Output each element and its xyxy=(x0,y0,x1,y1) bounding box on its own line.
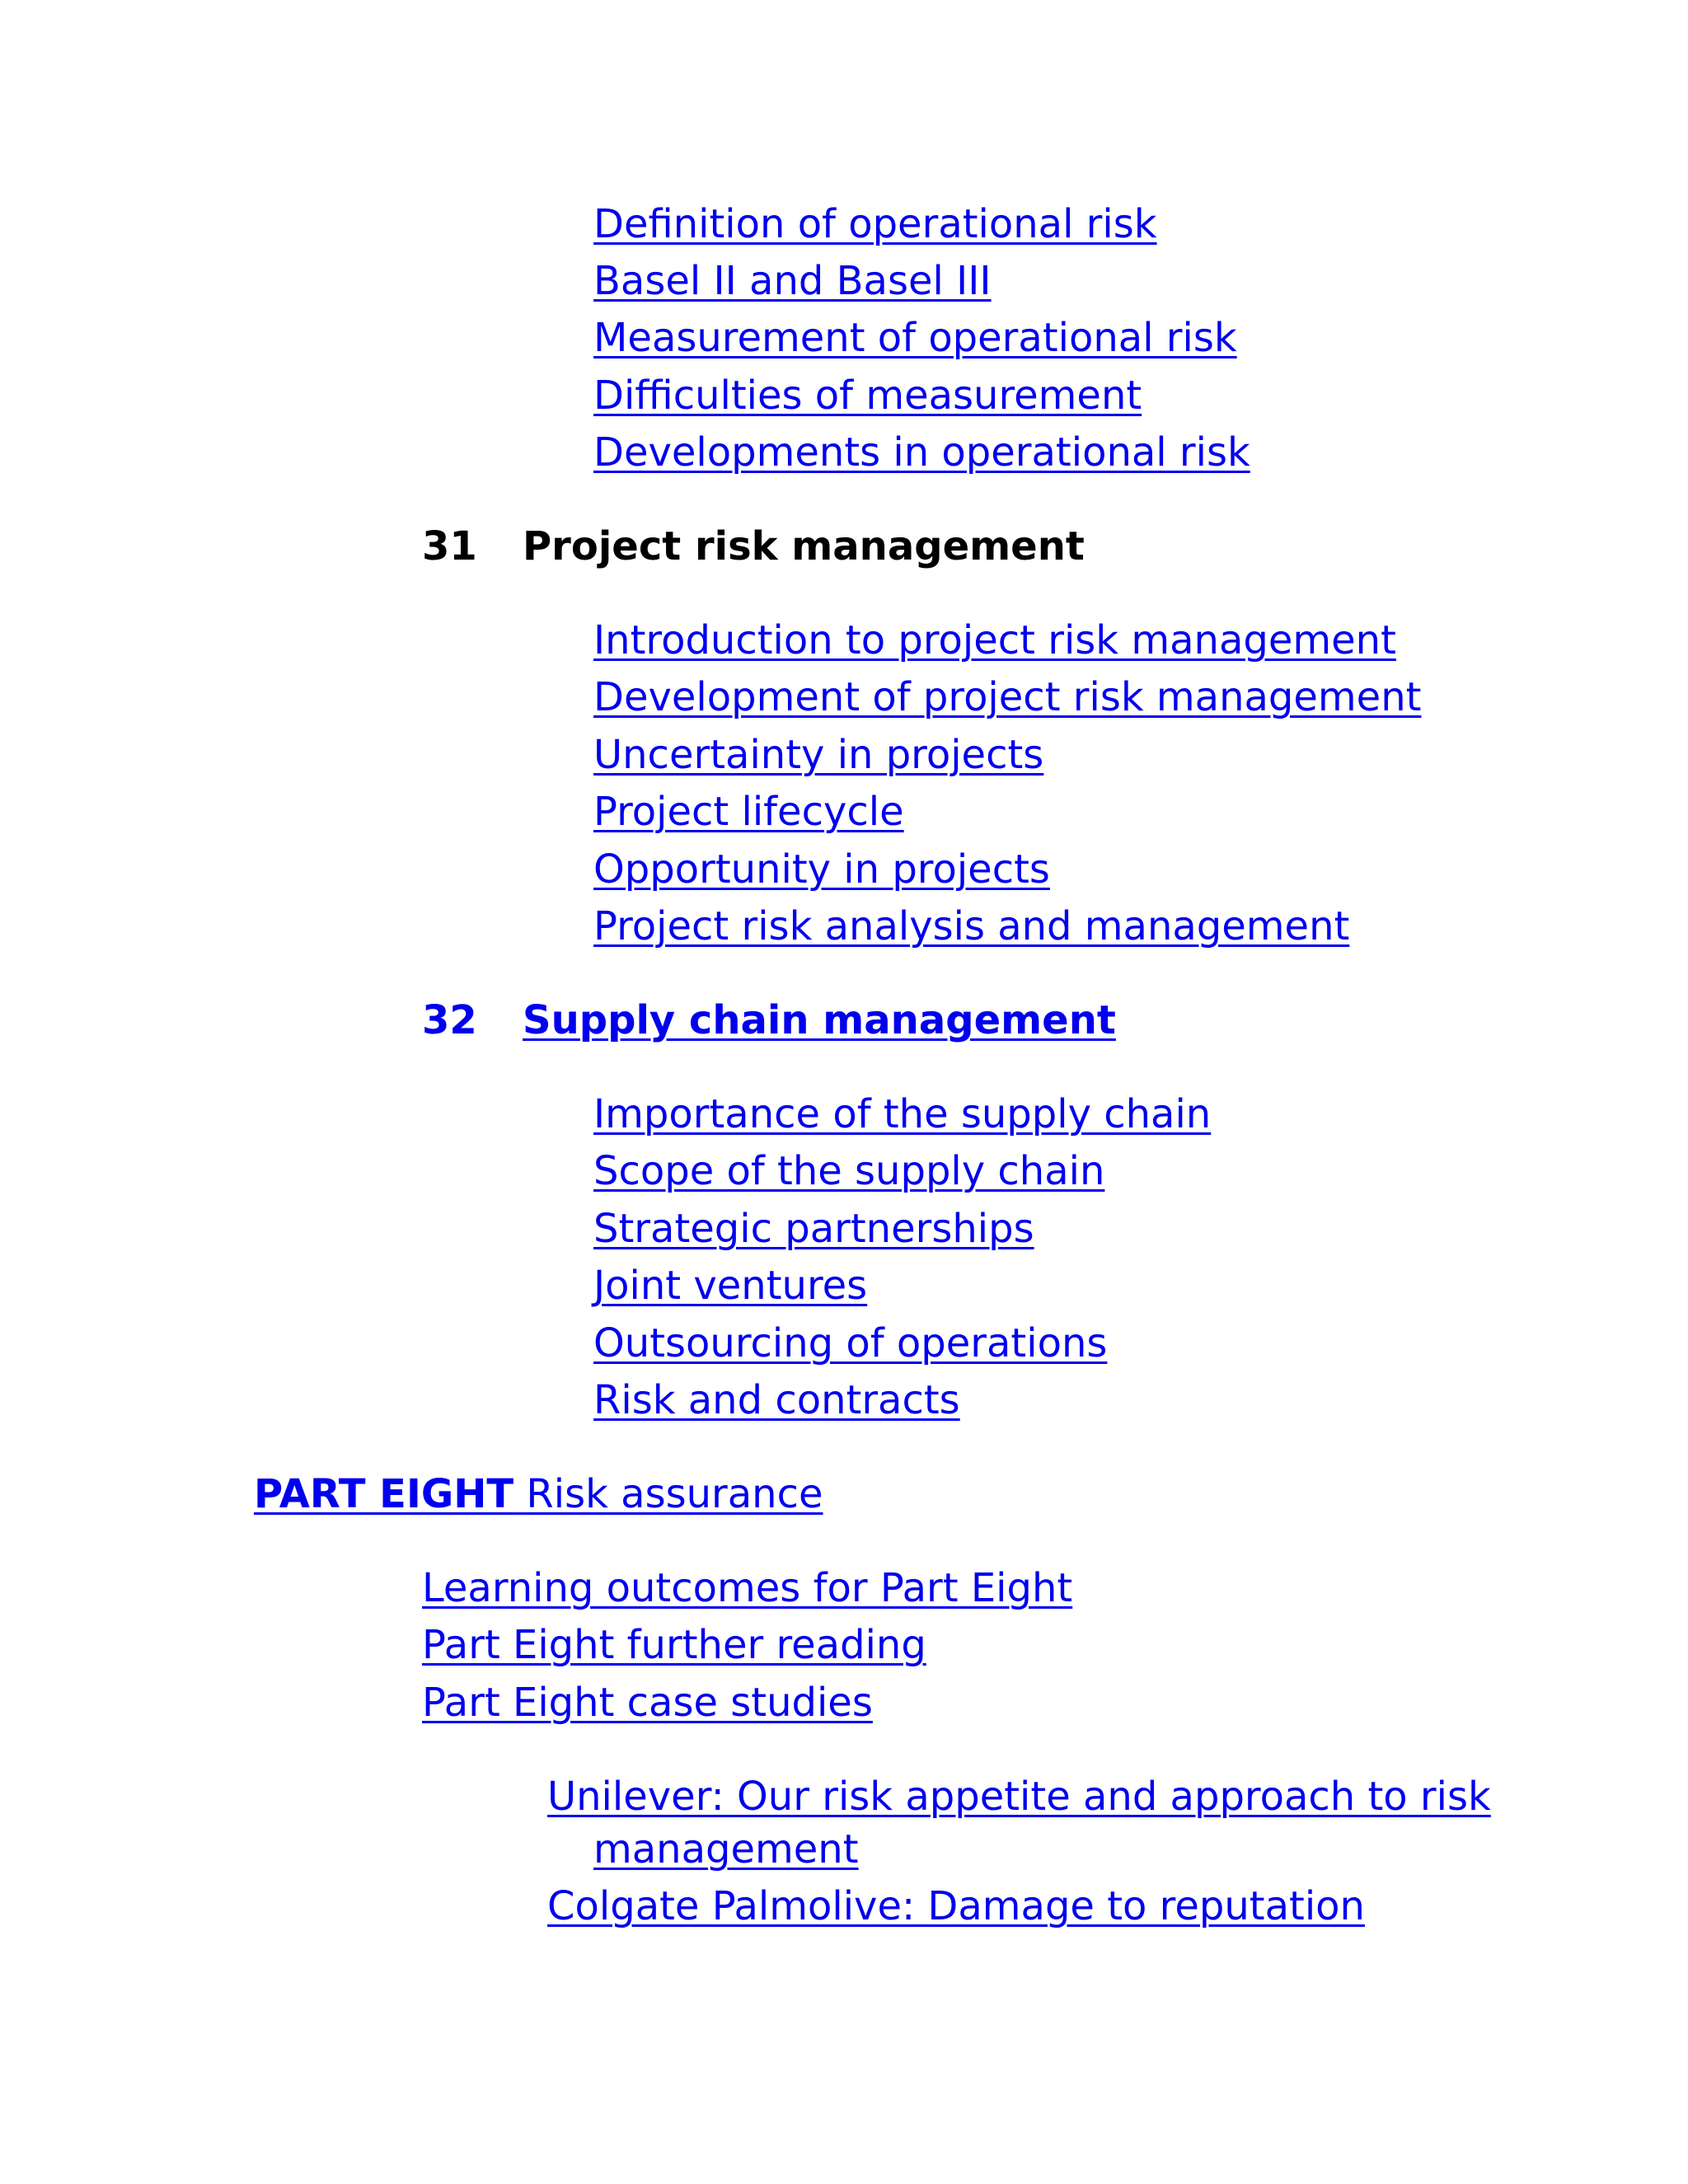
toc-link[interactable]: Introduction to project risk management xyxy=(593,617,1396,663)
toc-entry[interactable] xyxy=(593,616,1396,665)
part-title: Risk assurance xyxy=(526,1471,823,1517)
case-study-link[interactable]: management xyxy=(593,1826,859,1872)
toc-link[interactable]: Learning outcomes for Part Eight xyxy=(422,1565,1073,1611)
chapter-title: Project risk management xyxy=(523,523,1085,569)
chapter-heading-31 xyxy=(422,522,1085,571)
case-study-entry[interactable] xyxy=(547,1772,1491,1821)
toc-link[interactable]: Outsourcing of operations xyxy=(593,1320,1108,1366)
toc-entry[interactable] xyxy=(593,428,1250,477)
toc-entry[interactable] xyxy=(593,1376,960,1425)
toc-entry[interactable] xyxy=(593,730,1043,780)
toc-entry[interactable] xyxy=(593,902,1349,951)
toc-link[interactable]: Risk and contracts xyxy=(593,1377,960,1423)
toc-link[interactable]: Importance of the supply chain xyxy=(593,1091,1212,1137)
toc-link[interactable]: Measurement of operational risk xyxy=(593,315,1237,361)
toc-entry[interactable] xyxy=(593,371,1142,420)
part-link[interactable] xyxy=(254,1471,823,1517)
chapter-link-32[interactable] xyxy=(422,997,1116,1043)
chapter-heading-32[interactable] xyxy=(422,996,1116,1045)
toc-link[interactable]: Project risk analysis and management xyxy=(593,903,1350,949)
toc-entry[interactable] xyxy=(422,1678,873,1727)
toc-link[interactable]: Part Eight case studies xyxy=(422,1680,873,1726)
toc-entry[interactable] xyxy=(593,845,1050,894)
case-study-entry[interactable] xyxy=(547,1882,1365,1931)
toc-link[interactable]: Strategic partnerships xyxy=(593,1206,1034,1252)
part-heading[interactable] xyxy=(254,1469,823,1519)
case-study-link[interactable]: Unilever: Our risk appetite and approach to risk xyxy=(547,1774,1491,1820)
chapter-number: 31 xyxy=(422,523,477,569)
toc-link[interactable]: Basel II and Basel III xyxy=(593,258,992,304)
toc-entry[interactable] xyxy=(593,1261,867,1310)
toc-link[interactable]: Part Eight further reading xyxy=(422,1622,926,1668)
toc-link[interactable]: Difficulties of measurement xyxy=(593,373,1142,419)
toc-entry[interactable] xyxy=(422,1620,926,1670)
toc-entry[interactable] xyxy=(593,1319,1107,1368)
toc-link[interactable]: Developments in operational risk xyxy=(593,429,1250,476)
case-study-link[interactable]: Colgate Palmolive: Damage to reputation xyxy=(547,1883,1365,1929)
toc-link[interactable]: Joint ventures xyxy=(593,1263,868,1309)
toc-link[interactable]: Opportunity in projects xyxy=(593,846,1050,893)
toc-entry[interactable] xyxy=(593,673,1421,722)
toc-entry[interactable] xyxy=(593,199,1157,249)
toc-link[interactable]: Uncertainty in projects xyxy=(593,732,1044,778)
toc-entry[interactable] xyxy=(593,1146,1104,1196)
toc-entry[interactable] xyxy=(593,256,992,306)
toc-link[interactable]: Project lifecycle xyxy=(593,789,904,835)
toc-entry[interactable] xyxy=(593,787,904,837)
toc-entry[interactable] xyxy=(593,1204,1034,1254)
toc-link[interactable]: Definition of operational risk xyxy=(593,201,1157,247)
case-study-entry-continued[interactable] xyxy=(593,1825,859,1874)
part-label: PART EIGHT xyxy=(254,1471,514,1517)
toc-entry[interactable] xyxy=(422,1563,1072,1613)
toc-entry[interactable] xyxy=(593,313,1237,363)
toc-link[interactable]: Development of project risk management xyxy=(593,674,1422,720)
toc-entry[interactable] xyxy=(593,1090,1211,1139)
toc-link[interactable]: Scope of the supply chain xyxy=(593,1148,1105,1194)
chapter-number: 32 xyxy=(422,997,477,1043)
chapter-title: Supply chain management xyxy=(523,997,1116,1043)
